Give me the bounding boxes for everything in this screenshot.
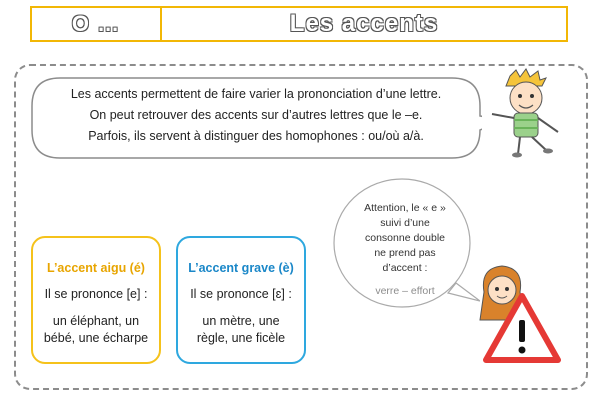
note-line-2: suivi d’une (380, 217, 430, 229)
accent-aigu-example-2: bébé, une écharpe (43, 331, 149, 345)
title-banner (30, 6, 568, 42)
intro-speech-bubble (30, 76, 482, 160)
title-left-cell: O … (32, 8, 162, 40)
accent-aigu-title: L’accent aigu (é) (47, 261, 145, 275)
intro-line-2: On peut retrouver des accents sur d’autres lettres que le –e. (89, 108, 423, 122)
note-line-1: Attention, le « e » (364, 202, 446, 214)
accent-aigu-box (31, 236, 161, 364)
note-line-4: ne prend pas (374, 247, 436, 259)
note-example: verre – effort (375, 285, 435, 297)
accent-grave-pronunciation: Il se prononce [ɛ] : (190, 287, 292, 301)
accent-grave-box (176, 236, 306, 364)
intro-line-3: Parfois, ils servent à distinguer des homophones : ou/où a/à. (88, 129, 424, 143)
page-title: Les accents (289, 10, 439, 37)
intro-line-1: Les accents permettent de faire varier la prononciation d’une lettre. (70, 87, 442, 101)
note-line-5: d’accent : (382, 262, 428, 274)
accent-grave-title: L’accent grave (è) (188, 261, 294, 275)
accent-grave-example-1: un mètre, une (202, 314, 280, 328)
girl-warning-sign-illustration (470, 262, 570, 374)
note-line-3: consonne double (365, 232, 445, 244)
note-thought-bubble (330, 175, 480, 315)
accent-aigu-pronunciation: Il se prononce [e] : (44, 287, 148, 301)
boy-illustration (484, 68, 568, 158)
accent-grave-example-2: règle, une ficèle (196, 331, 286, 345)
accent-aigu-example-1: un éléphant, un (52, 314, 140, 328)
